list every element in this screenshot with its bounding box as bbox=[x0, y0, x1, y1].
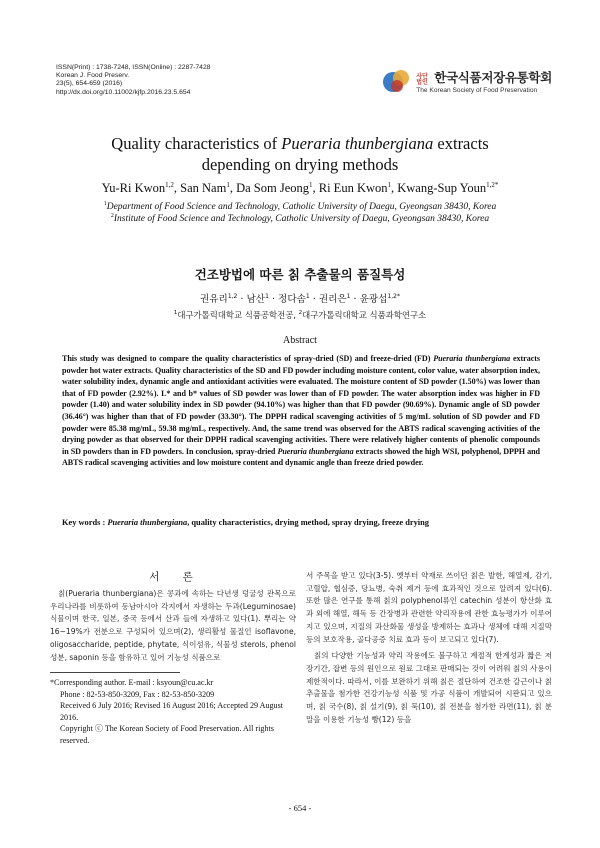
species-name: Pueraria thunbergiana bbox=[281, 134, 434, 153]
species-name: Pueraria thunbergiana bbox=[433, 354, 511, 363]
kr-author: 정다솜 bbox=[278, 294, 306, 305]
introduction-heading: 서 론 bbox=[149, 571, 203, 583]
affiliation-1: $^1$Department of Food Science and Technology, Catholic University of Daegu, Gyeongsan 38430, Korea bbox=[103, 201, 497, 213]
received-dates: Received 6 July 2016; Revised 16 August 2016; Accepted 29 August 2016. bbox=[60, 701, 284, 722]
kr-author: 남산 bbox=[246, 294, 266, 305]
kr-author-sup: 1,2* bbox=[387, 292, 400, 300]
keywords: Key words : Pueraria thunbergiana, quality characteristics, drying method, spray drying, freeze drying bbox=[62, 518, 429, 527]
en-author: Yu-Ri Kwon bbox=[101, 181, 166, 196]
society-logo bbox=[382, 66, 552, 96]
society-tag: 사단법인 bbox=[416, 74, 428, 86]
paper-title: Quality characteristics of Pueraria thunbergiana extracts depending on drying methods bbox=[111, 134, 489, 174]
en-author-sup: 1,2* bbox=[486, 181, 499, 189]
kr-author-sup: 1 bbox=[305, 292, 310, 300]
intro-paragraph-3: 칡의 다양한 기능성과 약리 작용에도 불구하고 계절적 한계성과 짧은 저장기간, 잡변 등의 원인으로 원료 그대로 판매되는 것이 어려워 칡의 사용이 제한적이다. 따라서, 이를 보완하기 위해 칡은 절단하여 건조한 갈근이나 칡 추출물을 첨가한 건강기능성 식품 및 가공 식품이 개발되어 시판되고 있으며, 칡 국수(8), 칡 설기(9), 칡 묵(10), 칡 전분을 첨가한 라면(11), 칡 분말을 이용한 기능성 빵(12) 등을 bbox=[306, 651, 552, 724]
species-name: Pueraria thunbergiana bbox=[277, 446, 354, 456]
volume-line: 23(5), 654-659 (2016) bbox=[56, 80, 123, 88]
kr-author: 윤광섭 bbox=[359, 294, 388, 305]
kr-author-sup: 1 bbox=[265, 292, 269, 300]
affiliation-2: $^2$Institute of Food Science and Technology, Catholic University of Daegu, Gyeongsan 38430, Korea bbox=[110, 213, 490, 225]
corresponding-author: *Corresponding author. E-mail : ksyoun@cu.ac.kr bbox=[50, 678, 214, 687]
en-author-sup: 1 bbox=[309, 181, 313, 189]
en-author: Ri Eun Kwon bbox=[318, 181, 388, 196]
en-author: Da Som Jeong bbox=[236, 181, 309, 196]
doi-link[interactable]: http://dx.doi.org/10.11002/kjfp.2016.23.5.654 bbox=[56, 88, 191, 96]
society-name-kr: 한국식품저장유통학회 bbox=[434, 70, 552, 85]
footnote-divider bbox=[50, 672, 180, 673]
journal-name: Korean J. Food Preserv. bbox=[56, 72, 130, 80]
en-author-sup: 1,2 bbox=[165, 181, 174, 189]
kr-author-sup: 1,2 bbox=[227, 292, 238, 300]
korean-author-list: 권유리$^{1,2}$ · 남산$^1$ · 정다솜$^1$ · 권리은$^1$ · 윤광섭$^{1,2*}$ bbox=[200, 292, 400, 305]
intro-left-column bbox=[50, 588, 296, 664]
abstract-heading: Abstract bbox=[283, 335, 317, 346]
abstract-text: This study was designed to compare the quality characteristics of spray-dried (SD) and freeze-dried (FD) Pueraria thunbergiana extracts powder hot water extracts. Quality characteristics of the SD and FD powder including moisture content, color value, water absorption index, water solubility index, dynamic angle and antioxidant activities were evaluated. The moisture content of SD powder (1.50%) was lower than that of FD powder (2.92%). L* and b* values of SD powder was lower than of FD powder. The water absorption index was higher in FD powder (1.40) and water solubility index in SD powder (94.10%) was higher than that FD powder (90.69%). Dynamic angle of SD powder (36.46°) was higher than that of FD powder (33.30°). The DPPH radical scavenging activities of 5 mg/mL solution of SD powder and FD powder were 85.38 mg/mL, 59.38 mg/mL, respectively. And, the same trend was observed for the ABTS radical scavenging activities of the drying powder as that observed for their DPPH radical scavenging activities. There were relatively higher contents of phenolic compounds in SD powders than in FD powders. In conclusion, spray-dried Pueraria thunbergiana extracts showed the high WSI, polyphenol, DPPH and ABTS radical scavenging activities and low moisture content and dynamic angle than freeze dried powder. bbox=[62, 354, 540, 468]
en-author: San Nam bbox=[180, 181, 227, 196]
kr-author: 권리은 bbox=[318, 294, 347, 305]
society-emblem-icon bbox=[382, 66, 412, 96]
phone-fax: Phone : 82-53-850-3209, Fax : 82-53-850-3209 bbox=[60, 689, 215, 699]
footnote bbox=[50, 677, 296, 747]
en-author-sup: 1 bbox=[387, 181, 391, 189]
korean-title: 건조방법에 따른 칡 추출물의 품질특성 bbox=[194, 267, 406, 282]
page-number: - 654 - bbox=[288, 803, 312, 813]
intro-paragraph-2: 서 주목을 받고 있다(3-5). 옛부터 약재로 쓰이던 칡은 발한, 해열제, 감기, 고혈압, 협심증, 당뇨병, 숙취 제거 등에 효과적인 것으로 알려져 있다(6). 또한 많은 연구를 통해 칡의 polyphenol류인 catechin 성분이 항산화 효과 외에 해열, 해독 등 간장병과 관련한 약리작용에 관한 효능평가가 이루어지고 있으며, 지질의 과산화물 생성을 방제하는 효과나 생체에 대해 지질막 등의 보호작용, 골다공증 치료 효과 등이 보고되고 있다(7). bbox=[306, 571, 552, 644]
kr-author: 권유리 bbox=[200, 294, 228, 305]
author-list: Yu-Ri Kwon$^{1,2}$, San Nam$^1$, Da Som Jeong$^1$, Ri Eun Kwon$^1$, Kwang-Sup Youn$^{1,2*}$ bbox=[101, 181, 499, 196]
journal-info bbox=[56, 64, 211, 97]
issn-line: ISSN(Print) : 1738-7248, ISSN(Online) : 2287-7428 bbox=[56, 64, 211, 71]
intro-paragraph-1: 칡(Pueraria thunbergiana)은 콩과에 속하는 다년생 덩굴성 관목으로 우리나라를 비롯하여 동남아시아 각지에서 자생하는 두과(Leguminosae) 식물이며 한국, 일본, 중국 등에서 산과 들에 자생하고 있다(1). 뿌리는 약 16~19%가 전분으로 구성되어 있으며(2), 생리활성 물질인 isoflavone, oligosaccharide, peptide, phytate, 식이섬유, 식물성 sterols, phenol 성분, saponin 등을 함유하고 있어 기능성 식품으로 bbox=[50, 589, 296, 662]
kr-author-sup: 1 bbox=[346, 292, 351, 300]
copyright: Copyright ⓒ The Korean Society of Food Preservation. All rights reserved. bbox=[60, 724, 274, 745]
korean-affiliations: $^1$대구가톨릭대학교 식품공학전공, $^2$대구가톨릭대학교 식품과학연구소 bbox=[173, 310, 427, 320]
en-author-sup: 1 bbox=[226, 181, 230, 189]
society-name-en: The Korean Society of Food Preservation bbox=[416, 87, 538, 94]
en-author: Kwang-Sup Youn bbox=[397, 181, 487, 196]
intro-right-column bbox=[306, 570, 552, 726]
